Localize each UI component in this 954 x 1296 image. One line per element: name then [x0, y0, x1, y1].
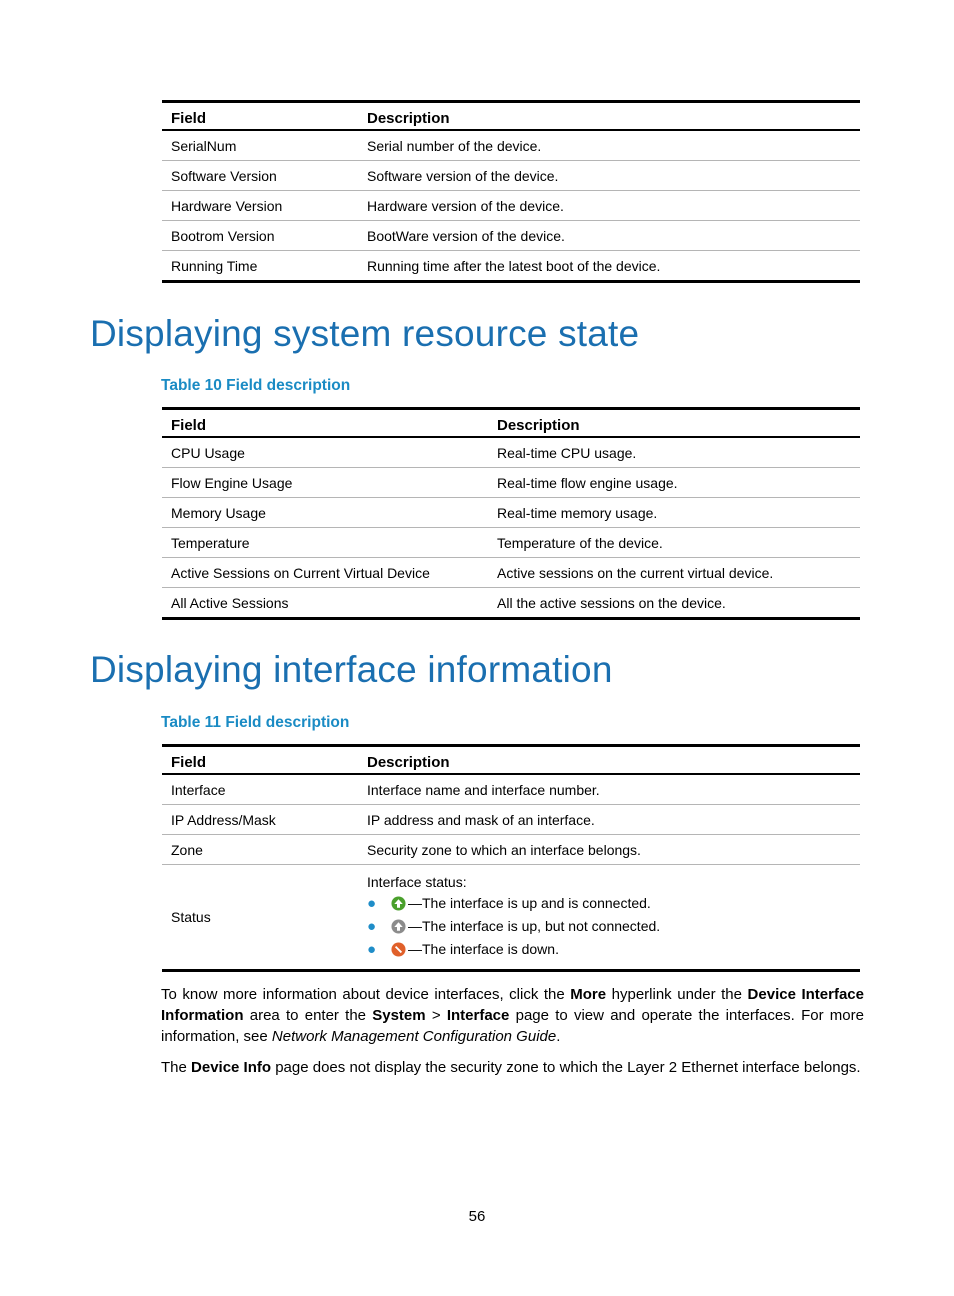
field-cell: SerialNum — [162, 130, 358, 161]
field-cell: CPU Usage — [162, 437, 488, 468]
description-cell: Interface name and interface number. — [358, 774, 860, 805]
table-row — [162, 130, 860, 161]
section-heading-resource: Displaying system resource state — [90, 313, 640, 354]
description-cell: Real-time flow engine usage. — [488, 468, 860, 498]
status-text: —The interface is down. — [408, 941, 559, 957]
field-table-resource — [162, 407, 860, 620]
text-run: hyperlink under the — [606, 986, 748, 1003]
status-text: —The interface is up and is connected. — [408, 895, 651, 911]
field-cell: Memory Usage — [162, 498, 488, 528]
field-cell: Hardware Version — [162, 191, 358, 221]
status-text: —The interface is up, but not connected. — [408, 918, 661, 934]
paragraph-device-info-note — [161, 1057, 864, 1078]
description-cell: Real-time memory usage. — [488, 498, 860, 528]
table-header-row — [162, 102, 860, 131]
text-run: The — [161, 1059, 192, 1076]
header-description: Description — [358, 102, 860, 131]
table-row — [162, 468, 860, 498]
description-cell: Security zone to which an interface belongs. — [358, 835, 860, 865]
table-row-status — [162, 865, 860, 971]
table-row — [162, 498, 860, 528]
status-up-connected-icon — [391, 896, 406, 911]
table-row — [162, 221, 860, 251]
field-cell: Status — [162, 865, 358, 971]
bullet-icon: ● — [367, 894, 377, 912]
list-item — [367, 938, 851, 961]
paragraph-interface-more — [161, 984, 864, 1047]
table-row — [162, 251, 860, 282]
field-cell: Interface — [162, 774, 358, 805]
description-cell: Temperature of the device. — [488, 528, 860, 558]
table-row — [162, 835, 860, 865]
header-description: Description — [488, 409, 860, 438]
field-cell: Active Sessions on Current Virtual Device — [162, 558, 488, 588]
description-cell: Running time after the latest boot of the device. — [358, 251, 860, 282]
field-table-device-info — [162, 100, 860, 283]
table-row — [162, 437, 860, 468]
status-down-icon — [391, 942, 406, 957]
description-cell: All the active sessions on the device. — [488, 588, 860, 619]
field-cell: IP Address/Mask — [162, 805, 358, 835]
description-cell: Active sessions on the current virtual device. — [488, 558, 860, 588]
text-run: page to view and operate the interfaces. For more information, see — [161, 1007, 864, 1045]
status-intro: Interface status: — [367, 873, 467, 890]
text-run: . — [556, 1028, 561, 1045]
text-run: > — [425, 1007, 447, 1024]
bold-run: Device Info — [191, 1059, 272, 1076]
italic-run: Network Management Configuration Guide — [271, 1028, 557, 1045]
list-item — [367, 915, 851, 938]
table-row — [162, 191, 860, 221]
field-table-interface — [162, 744, 860, 972]
bullet-icon: ● — [367, 917, 377, 935]
header-field: Field — [162, 409, 488, 438]
field-cell: All Active Sessions — [162, 588, 488, 619]
bold-run: Interface — [446, 1007, 510, 1024]
header-field: Field — [162, 102, 358, 131]
table-header-row — [162, 409, 860, 438]
table-row — [162, 161, 860, 191]
table-row — [162, 528, 860, 558]
page-number: 56 — [468, 1208, 486, 1225]
bullet-icon: ● — [367, 940, 377, 958]
description-cell — [358, 865, 860, 971]
text-run: To know more information about device interfaces, click the — [161, 986, 571, 1003]
table-row — [162, 588, 860, 619]
text-run: page does not display the security zone to which the Layer 2 Ethernet interface belongs. — [271, 1059, 861, 1076]
description-cell: IP address and mask of an interface. — [358, 805, 860, 835]
text-run: area to enter the — [243, 1007, 373, 1024]
bold-run: Device Interface Information — [161, 986, 864, 1024]
table-header-row — [162, 746, 860, 775]
table-caption-11: Table 11 Field description — [161, 714, 350, 731]
list-item — [367, 892, 851, 915]
description-cell: Software version of the device. — [358, 161, 860, 191]
field-cell: Zone — [162, 835, 358, 865]
status-list — [367, 892, 851, 961]
field-cell: Running Time — [162, 251, 358, 282]
description-cell: Real-time CPU usage. — [488, 437, 860, 468]
field-cell: Flow Engine Usage — [162, 468, 488, 498]
description-cell: BootWare version of the device. — [358, 221, 860, 251]
section-heading-interface: Displaying interface information — [90, 649, 613, 690]
header-description: Description — [358, 746, 860, 775]
table-caption-10: Table 10 Field description — [161, 377, 351, 394]
bold-run: System — [372, 1007, 426, 1024]
description-cell: Hardware version of the device. — [358, 191, 860, 221]
table-row — [162, 805, 860, 835]
header-field: Field — [162, 746, 358, 775]
bold-run: More — [570, 986, 607, 1003]
field-cell: Temperature — [162, 528, 488, 558]
table-row — [162, 558, 860, 588]
field-cell: Bootrom Version — [162, 221, 358, 251]
description-cell: Serial number of the device. — [358, 130, 860, 161]
status-up-not-connected-icon — [391, 919, 406, 934]
field-cell: Software Version — [162, 161, 358, 191]
table-row — [162, 774, 860, 805]
